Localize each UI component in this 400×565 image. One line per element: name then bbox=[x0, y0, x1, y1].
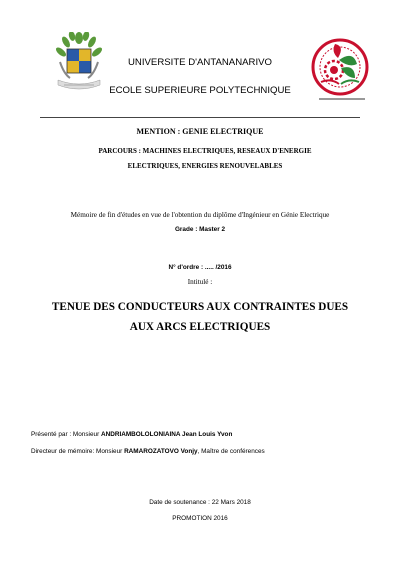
director-label: Directeur de mémoire: Monsieur bbox=[31, 448, 125, 455]
presented-by-label: Présenté par : Monsieur bbox=[31, 431, 101, 438]
header-divider bbox=[40, 117, 360, 118]
school-name: ECOLE SUPERIEURE POLYTECHNIQUE bbox=[109, 85, 291, 96]
thesis-title: TENUE DES CONDUCTEURS AUX CONTRAINTES DUES AUX ARCS ELECTRIQUES bbox=[51, 301, 349, 333]
university-name: UNIVERSITE D'ANTANANARIVO bbox=[128, 57, 272, 68]
thesis-purpose: Mémoire de fin d'études en vue de l'obtention du diplôme d'Ingénieur en Génie Electrique bbox=[70, 211, 330, 219]
thesis-director bbox=[31, 448, 265, 455]
intitule-label: Intitulé : bbox=[187, 278, 213, 286]
parcours: PARCOURS : MACHINES ELECTRIQUES, RESEAUX D'ENERGIE ELECTRIQUES, ENERGIES RENOUVELABLES bbox=[98, 147, 312, 170]
defense-date: Date de soutenance : 22 Mars 2018 bbox=[149, 499, 251, 506]
author-name: ANDRIAMBOLOLONIAINA Jean Louis Yvon bbox=[100, 431, 233, 438]
presented-by bbox=[31, 431, 232, 438]
director-title: , Maître de conférences bbox=[197, 448, 265, 455]
order-number: N° d'ordre : ..... /2016 bbox=[168, 264, 232, 271]
director-name: RAMAROZATOVO Vonjy bbox=[124, 448, 198, 455]
mention: MENTION : GENIE ELECTRIQUE bbox=[136, 127, 264, 136]
promotion: PROMOTION 2016 bbox=[172, 515, 228, 522]
grade: Grade : Master 2 bbox=[174, 226, 226, 233]
